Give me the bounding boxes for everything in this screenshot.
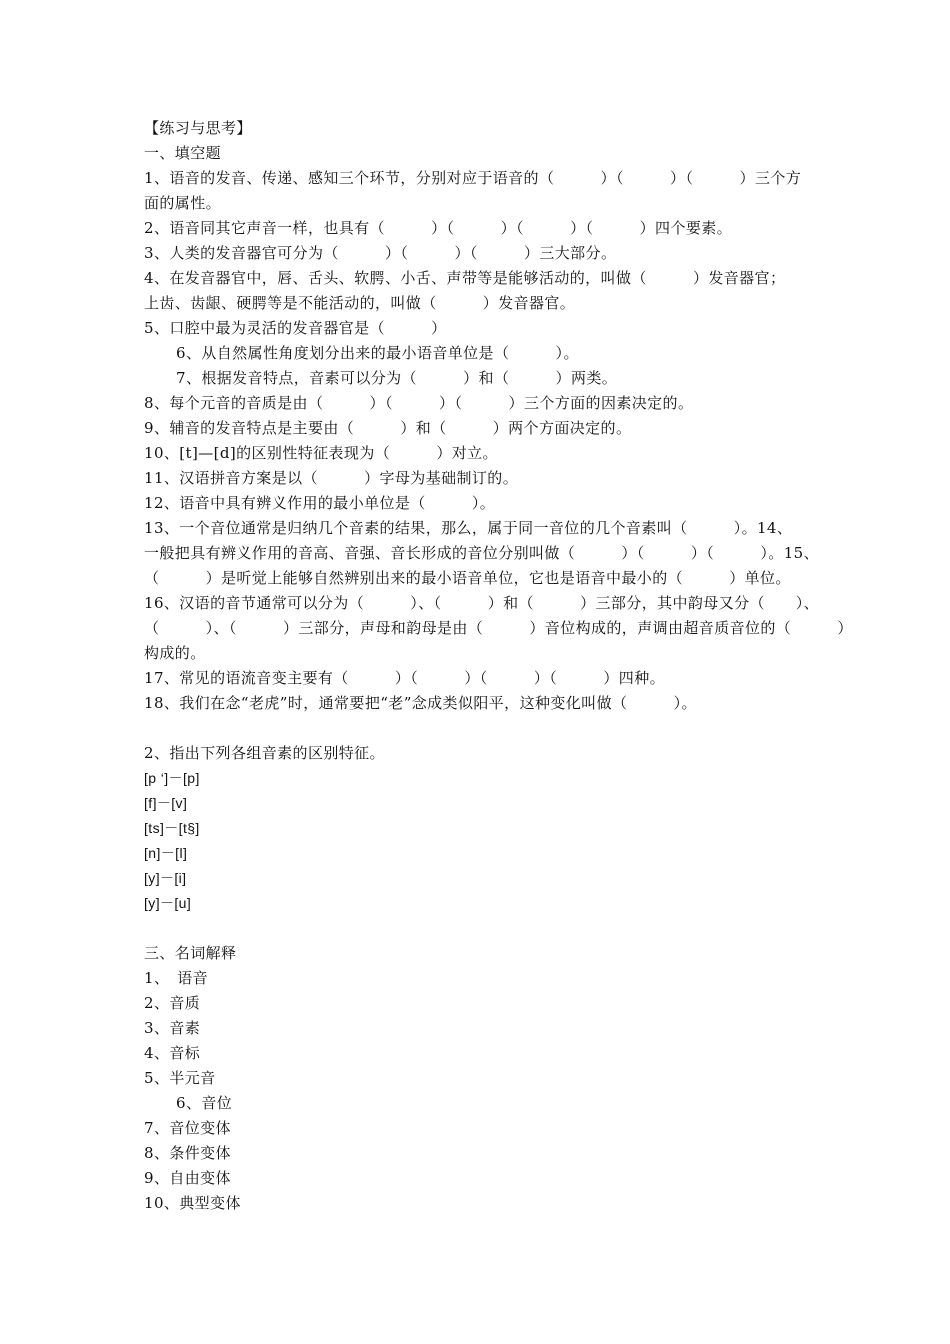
section2-title: 2、指出下列各组音素的区别特征。	[144, 744, 385, 762]
term-item: 9、自由变体	[144, 1169, 231, 1187]
term-item: 5、半元音	[144, 1069, 216, 1087]
question-line: 4、在发音器官中，唇、舌头、软腭、小舌、声带等是能够活动的，叫做（ ）发音器官；	[144, 269, 786, 287]
question-line: 11、汉语拼音方案是以（ ）字母为基础制订的。	[144, 469, 519, 487]
question-line: 2、语音同其它声音一样，也具有（ ）（ ）（ ）（ ）四个要素。	[144, 219, 733, 237]
phoneme-pair: [ts]－[t§]	[144, 820, 200, 836]
question-line: （ ）是听觉上能够自然辨别出来的最小语音单位，它也是语音中最小的（ ）单位。	[144, 569, 791, 587]
fill-in-questions	[144, 166, 853, 716]
question-line: 12、语音中具有辨义作用的最小单位是（ ）。	[144, 494, 496, 512]
question-line: 上齿、齿龈、硬腭等是不能活动的，叫做（ ）发音器官。	[144, 294, 576, 312]
question-line: 6、从自然属性角度划分出来的最小语音单位是（ ）。	[176, 344, 579, 362]
question-line: 面的属性。	[144, 194, 222, 212]
term-item: 4、音标	[144, 1044, 201, 1062]
question-line: 13、一个音位通常是归纳几个音素的结果，那么，属于同一音位的几个音素叫（ ）。14、	[144, 519, 793, 537]
document-body	[144, 116, 853, 1216]
question-line: 18、我们在念“老虎”时，通常要把“老”念成类似阳平，这种变化叫做（ ）。	[144, 694, 697, 712]
section3-title: 三、名词解释	[144, 944, 237, 962]
section1-title: 一、填空题	[144, 144, 222, 162]
term-item: 3、音素	[144, 1019, 201, 1037]
phoneme-pairs	[144, 766, 810, 916]
question-line: 16、汉语的音节通常可以分为（ ）、（ ）和（ ）三部分，其中韵母又分（ ）、	[144, 594, 819, 612]
term-item: 8、条件变体	[144, 1144, 231, 1162]
term-item: 10、典型变体	[144, 1194, 241, 1212]
phoneme-pair: [y]－[i]	[144, 870, 187, 886]
term-item: 2、音质	[144, 994, 201, 1012]
question-line: （ ）、（ ）三部分，声母和韵母是由（ ）音位构成的，声调由超音质音位的（ ）	[144, 619, 853, 637]
question-line: 8、每个元音的音质是由（ ）（ ）（ ）三个方面的因素决定的。	[144, 394, 694, 412]
question-line: 1、语音的发音、传递、感知三个环节，分别对应于语音的（ ）（ ）（ ）三个方	[144, 169, 802, 187]
phoneme-pair: [f]－[v]	[144, 795, 188, 811]
phoneme-pair: [p ‘]－[p]	[144, 770, 200, 786]
spacer	[144, 716, 810, 741]
question-line: 17、常见的语流音变主要有（ ）（ ）（ ）（ ）四种。	[144, 669, 665, 687]
term-item: 7、音位变体	[144, 1119, 231, 1137]
question-line: 构成的。	[144, 644, 206, 662]
term-item: 1、 语音	[144, 969, 209, 987]
question-line: 9、辅音的发音特点是主要由（ ）和（ ）两个方面决定的。	[144, 419, 632, 437]
question-line: 一般把具有辨义作用的音高、音强、音长形成的音位分别叫做（ ）（ ）（ ）。15、	[144, 544, 819, 562]
phoneme-pair: [n]－[l]	[144, 845, 188, 861]
question-line: 7、根据发音特点，音素可以分为（ ）和（ ）两类。	[176, 369, 618, 387]
question-line: 5、口腔中最为灵活的发音器官是（ ）	[144, 319, 447, 337]
term-item: 6、音位	[176, 1094, 233, 1112]
phoneme-pair: [y]－[u]	[144, 895, 192, 911]
question-line: 10、[t]—[d]的区别性特征表现为（ ）对立。	[144, 444, 498, 462]
heading: 【练习与思考】	[144, 119, 252, 137]
question-line: 3、人类的发音器官可分为（ ）（ ）（ ）三大部分。	[144, 244, 617, 262]
term-list	[144, 966, 810, 1216]
spacer	[144, 916, 810, 941]
